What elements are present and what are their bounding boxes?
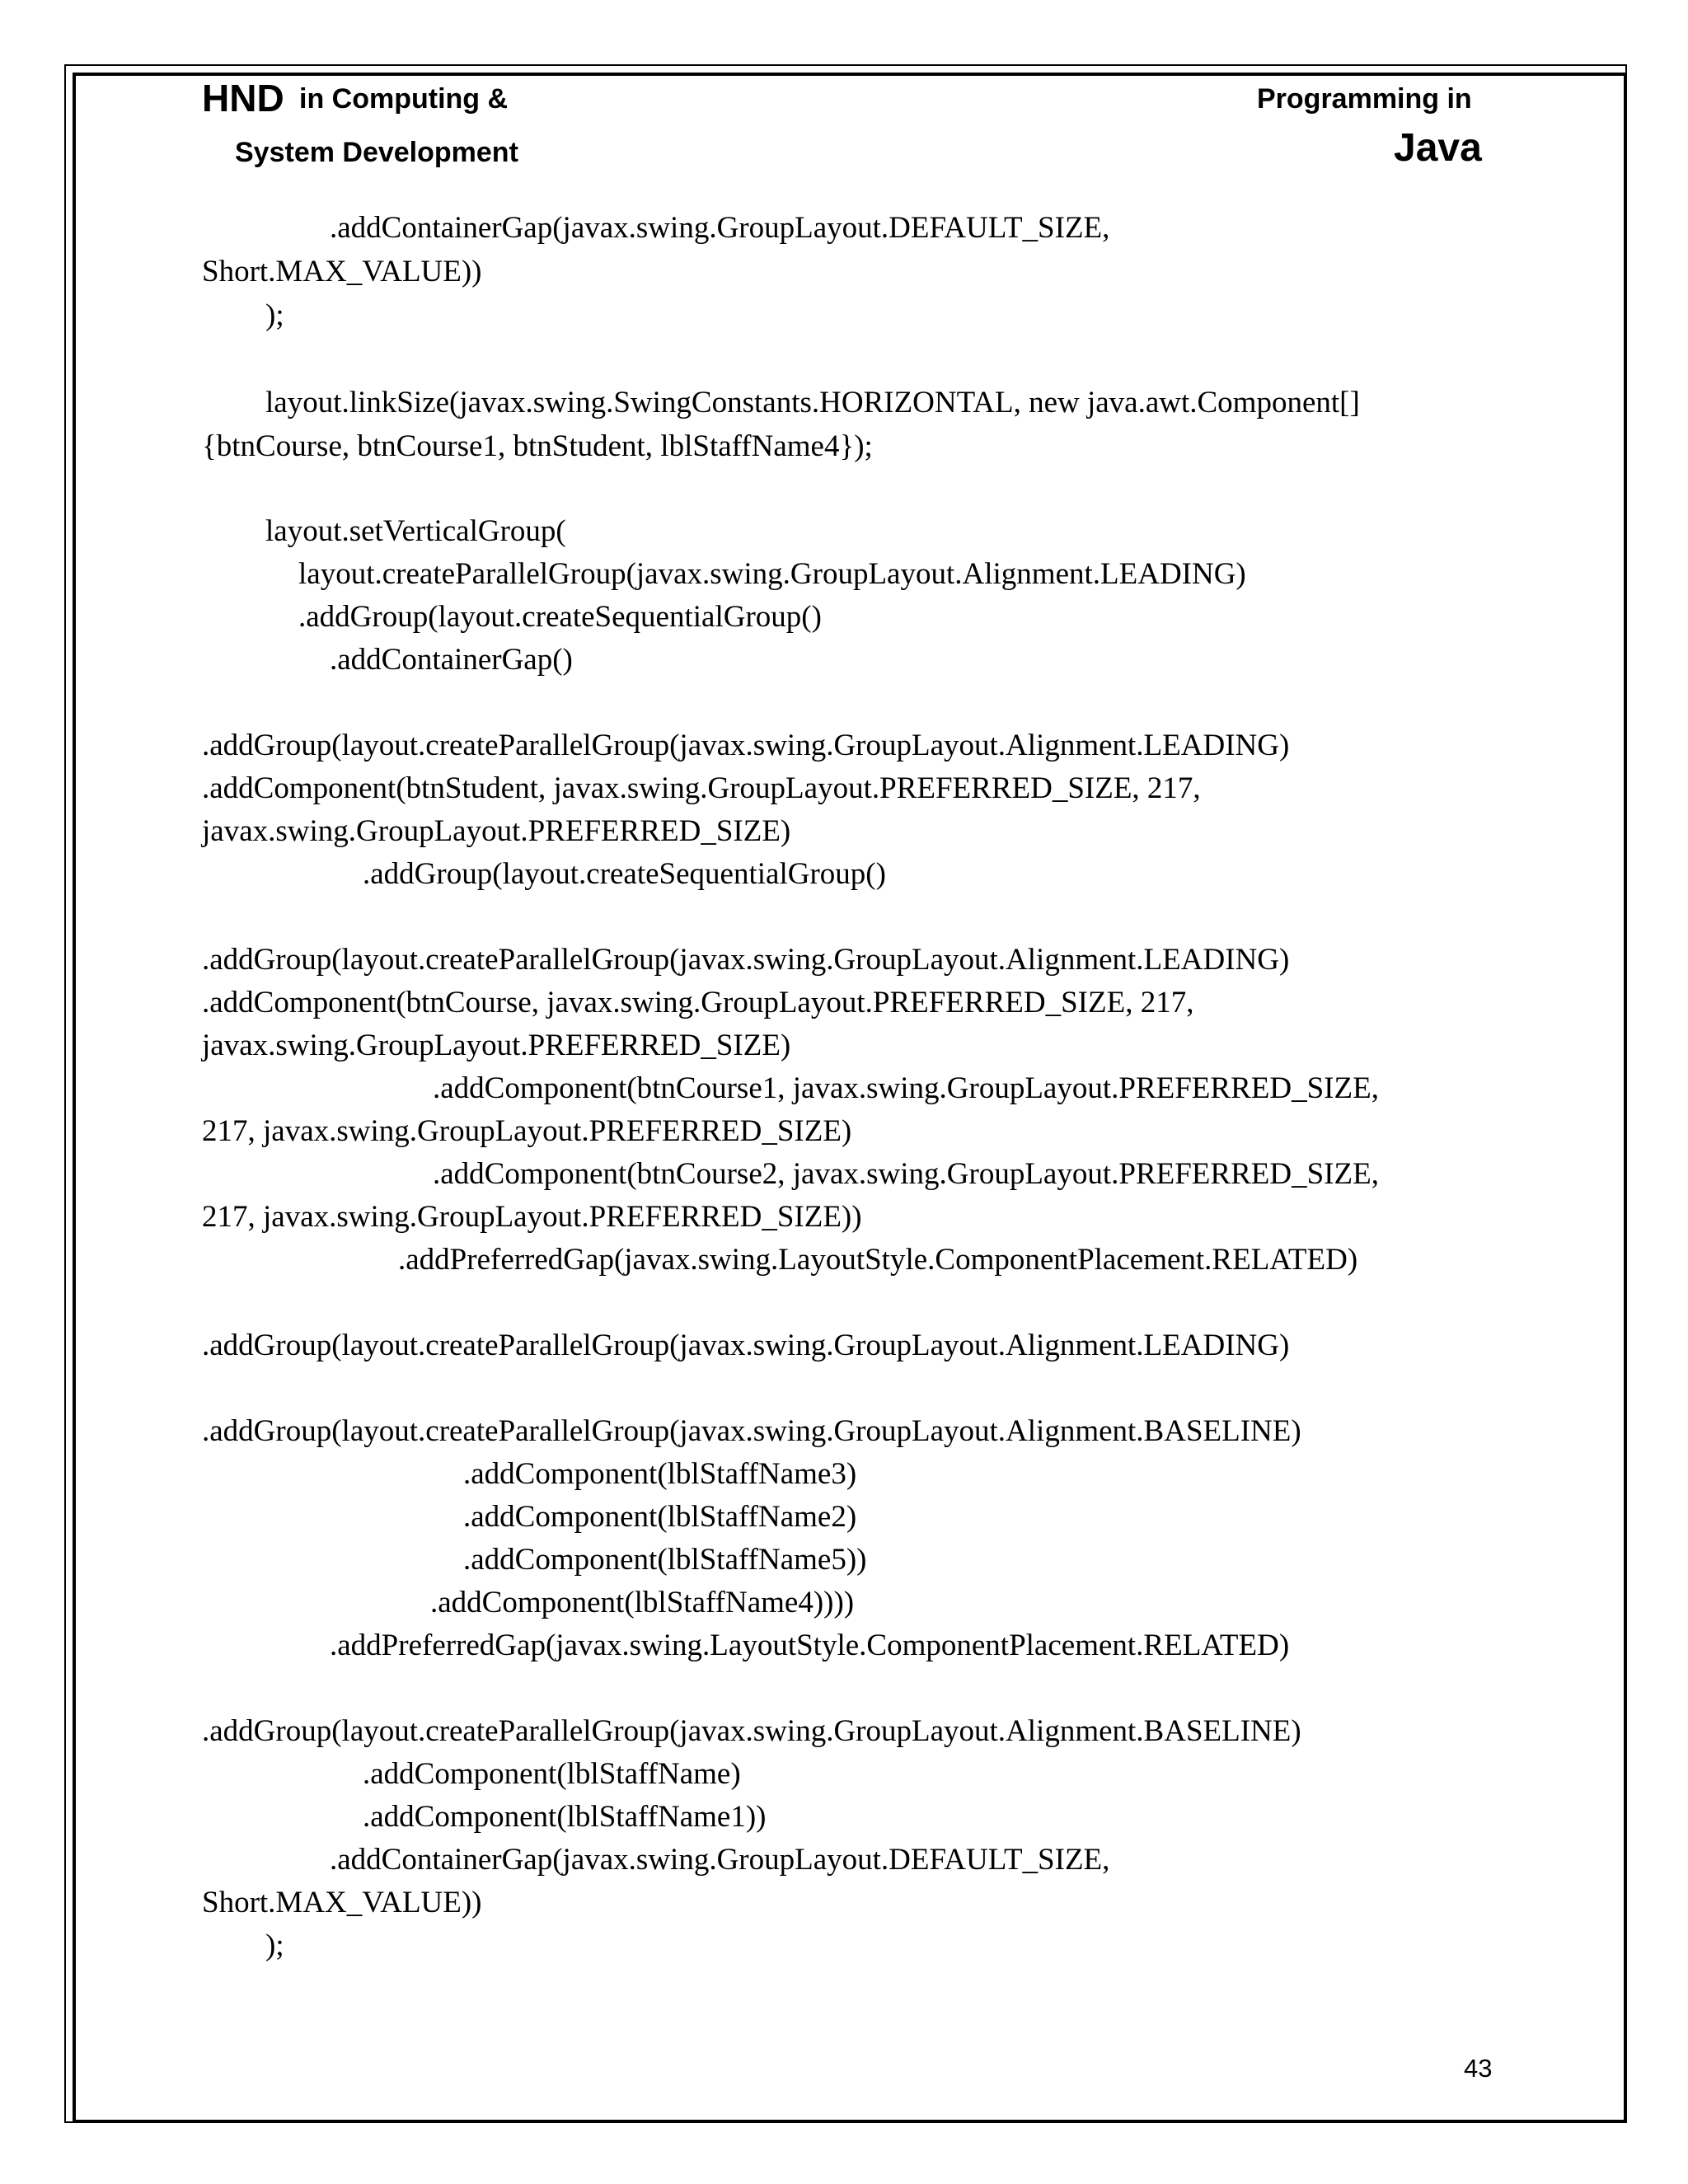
code-line: .addGroup(layout.createParallelGroup(javax.swing.GroupLayout.Alignment.BASELINE) <box>202 1414 1301 1448</box>
code-line: .addContainerGap(javax.swing.GroupLayout.DEFAULT_SIZE, <box>330 1843 1110 1877</box>
code-line: Short.MAX_VALUE)) <box>202 1886 482 1919</box>
code-line: .addPreferredGap(javax.swing.LayoutStyle.ComponentPlacement.RELATED) <box>398 1243 1358 1277</box>
header-programming-in: Programming in <box>1257 83 1472 115</box>
code-line: .addGroup(layout.createParallelGroup(javax.swing.GroupLayout.Alignment.BASELINE) <box>202 1714 1301 1748</box>
code-line: layout.linkSize(javax.swing.SwingConstants.HORIZONTAL, new java.awt.Component[] <box>265 386 1360 419</box>
code-line: {btnCourse, btnCourse1, btnStudent, lblStaffName4}); <box>202 429 873 463</box>
code-line: .addGroup(layout.createSequentialGroup() <box>363 857 886 891</box>
code-line: .addComponent(lblStaffName3) <box>463 1457 857 1491</box>
code-line: .addComponent(lblStaffName5)) <box>463 1543 867 1577</box>
code-line: .addContainerGap(javax.swing.GroupLayout.DEFAULT_SIZE, <box>330 211 1110 245</box>
code-line: Short.MAX_VALUE)) <box>202 255 482 288</box>
code-line: .addComponent(lblStaffName2) <box>463 1500 857 1534</box>
code-line: .addGroup(layout.createParallelGroup(javax.swing.GroupLayout.Alignment.LEADING) <box>202 729 1290 762</box>
code-line: .addGroup(layout.createParallelGroup(javax.swing.GroupLayout.Alignment.LEADING) <box>202 1329 1290 1362</box>
code-line: .addComponent(btnCourse, javax.swing.GroupLayout.PREFERRED_SIZE, 217, <box>202 986 1194 1019</box>
code-line: .addComponent(btnCourse1, javax.swing.GroupLayout.PREFERRED_SIZE, <box>433 1071 1379 1105</box>
code-line: .addComponent(lblStaffName1)) <box>363 1800 767 1834</box>
code-line: ); <box>265 298 284 332</box>
code-line: .addComponent(lblStaffName4)))) <box>430 1586 855 1619</box>
code-line: .addComponent(btnStudent, javax.swing.GroupLayout.PREFERRED_SIZE, 217, <box>202 771 1201 805</box>
code-line: .addContainerGap() <box>330 643 573 677</box>
code-line: 217, javax.swing.GroupLayout.PREFERRED_SIZE) <box>202 1114 852 1148</box>
code-line: .addGroup(layout.createSequentialGroup() <box>298 600 822 634</box>
header-system-development: System Development <box>235 137 518 168</box>
code-line: .addGroup(layout.createParallelGroup(javax.swing.GroupLayout.Alignment.LEADING) <box>202 943 1290 977</box>
code-line: layout.setVerticalGroup( <box>265 514 566 548</box>
code-line: javax.swing.GroupLayout.PREFERRED_SIZE) <box>202 1029 791 1062</box>
header-in-computing: in Computing & <box>299 83 509 115</box>
header-hnd: HND <box>202 77 284 120</box>
header-java: Java <box>1394 126 1482 170</box>
code-line: layout.createParallelGroup(javax.swing.GroupLayout.Alignment.LEADING) <box>298 557 1246 591</box>
code-line: .addPreferredGap(javax.swing.LayoutStyle.ComponentPlacement.RELATED) <box>330 1629 1290 1662</box>
code-line: .addComponent(lblStaffName) <box>363 1757 741 1791</box>
code-line: .addComponent(btnCourse2, javax.swing.GroupLayout.PREFERRED_SIZE, <box>433 1157 1379 1191</box>
code-line: javax.swing.GroupLayout.PREFERRED_SIZE) <box>202 814 791 848</box>
code-line: ); <box>265 1929 284 1962</box>
code-line: 217, javax.swing.GroupLayout.PREFERRED_SIZE)) <box>202 1200 862 1234</box>
page-number: 43 <box>1464 2054 1493 2083</box>
